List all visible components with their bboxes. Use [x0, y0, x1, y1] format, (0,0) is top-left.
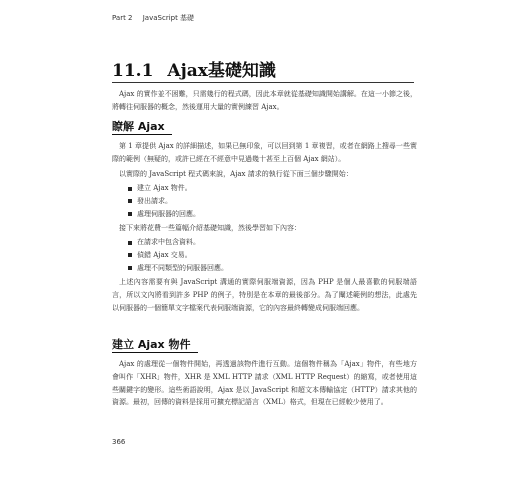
bullet-square-icon	[128, 212, 132, 216]
section-title	[112, 56, 276, 81]
list-item: 建立 Ajax 物件。	[128, 182, 200, 195]
paragraph-chapter-reference: 第 1 章提供 Ajax 的詳細描述，如果已無印象，可以回到第 1 章複習，或者在網路上搜尋一些實際的範例（無疑的，或許已經在不經意中見過幾十甚至上百個 Ajax 網站）。	[112, 142, 417, 163]
subsection-underline	[112, 352, 198, 353]
paragraph-ajax-object: Ajax 的處理從一個物件開始，再透過該物件進行互動。這個物件稱為「Ajax」物件，有些地方會叫作「XHR」物件，XHR 是 XML HTTP 請求（XML HTTP Request）的縮寫，或者使用這些關鍵字的變形。這些術語說明，Ajax 是以 JavaScript 和超文本傳輸協定（HTTP）請求其他的資源。最初，回傳的資料是採用可擴充標記語言（XML）格式，但現在已經較少使用了。	[112, 360, 417, 407]
subsection-heading-understanding-ajax: 瞭解 Ajax	[112, 120, 165, 133]
subsection-underline	[112, 134, 172, 135]
list-item: 處理伺服器的回應。	[128, 208, 200, 221]
paragraph-three-steps-intro: 以實際的 JavaScript 程式碼來說，Ajax 請求的執行從下面三個步驟開始：	[119, 170, 353, 178]
topics-list	[128, 236, 228, 274]
bullet-square-icon	[128, 253, 132, 257]
list-item: 處理不同類型的伺服器回應。	[128, 262, 228, 275]
bullet-square-icon	[128, 241, 132, 245]
paragraph-topics-intro: 接下來將花費一些篇幅介紹基礎知識，然後學習如下內容：	[119, 224, 301, 232]
subsection-heading-create-ajax-object: 建立 Ajax 物件	[112, 338, 191, 351]
running-head-part: Part 2	[112, 14, 133, 22]
list-item: 發出請求。	[128, 195, 200, 208]
bullet-square-icon	[128, 266, 132, 270]
paragraph-server-resource: 上述內容需要有與 JavaScript 溝通的實際伺服端資源，因為 PHP 是個人最喜歡的伺服端語言，所以文內將看到許多 PHP 的例子，特別是在本章的最後部分。為了闡述範例的想法，此處先以伺服器的一個簡單文字檔案代表伺服端資源，它的內容最終轉變成伺服端回應。	[112, 278, 417, 312]
bullet-square-icon	[128, 187, 132, 191]
steps-list	[128, 182, 200, 220]
running-head-chapter: JavaScript 基礎	[142, 14, 195, 22]
page-number: 366	[112, 438, 126, 446]
running-head	[112, 13, 202, 23]
intro-paragraph: Ajax 的實作並不困難，只需幾行的程式碼，因此本章就從基礎知識開始講解。在這一小節之後，將轉往伺服器的概念，然後運用大量的實例練習 Ajax。	[112, 90, 417, 111]
title-divider	[112, 82, 414, 83]
section-title-text: Ajax基礎知識	[167, 61, 276, 81]
list-item: 在請求中包含資料。	[128, 236, 228, 249]
bullet-square-icon	[128, 199, 132, 203]
list-item: 偵錯 Ajax 交易。	[128, 249, 228, 262]
section-number: 11.1	[112, 61, 154, 81]
